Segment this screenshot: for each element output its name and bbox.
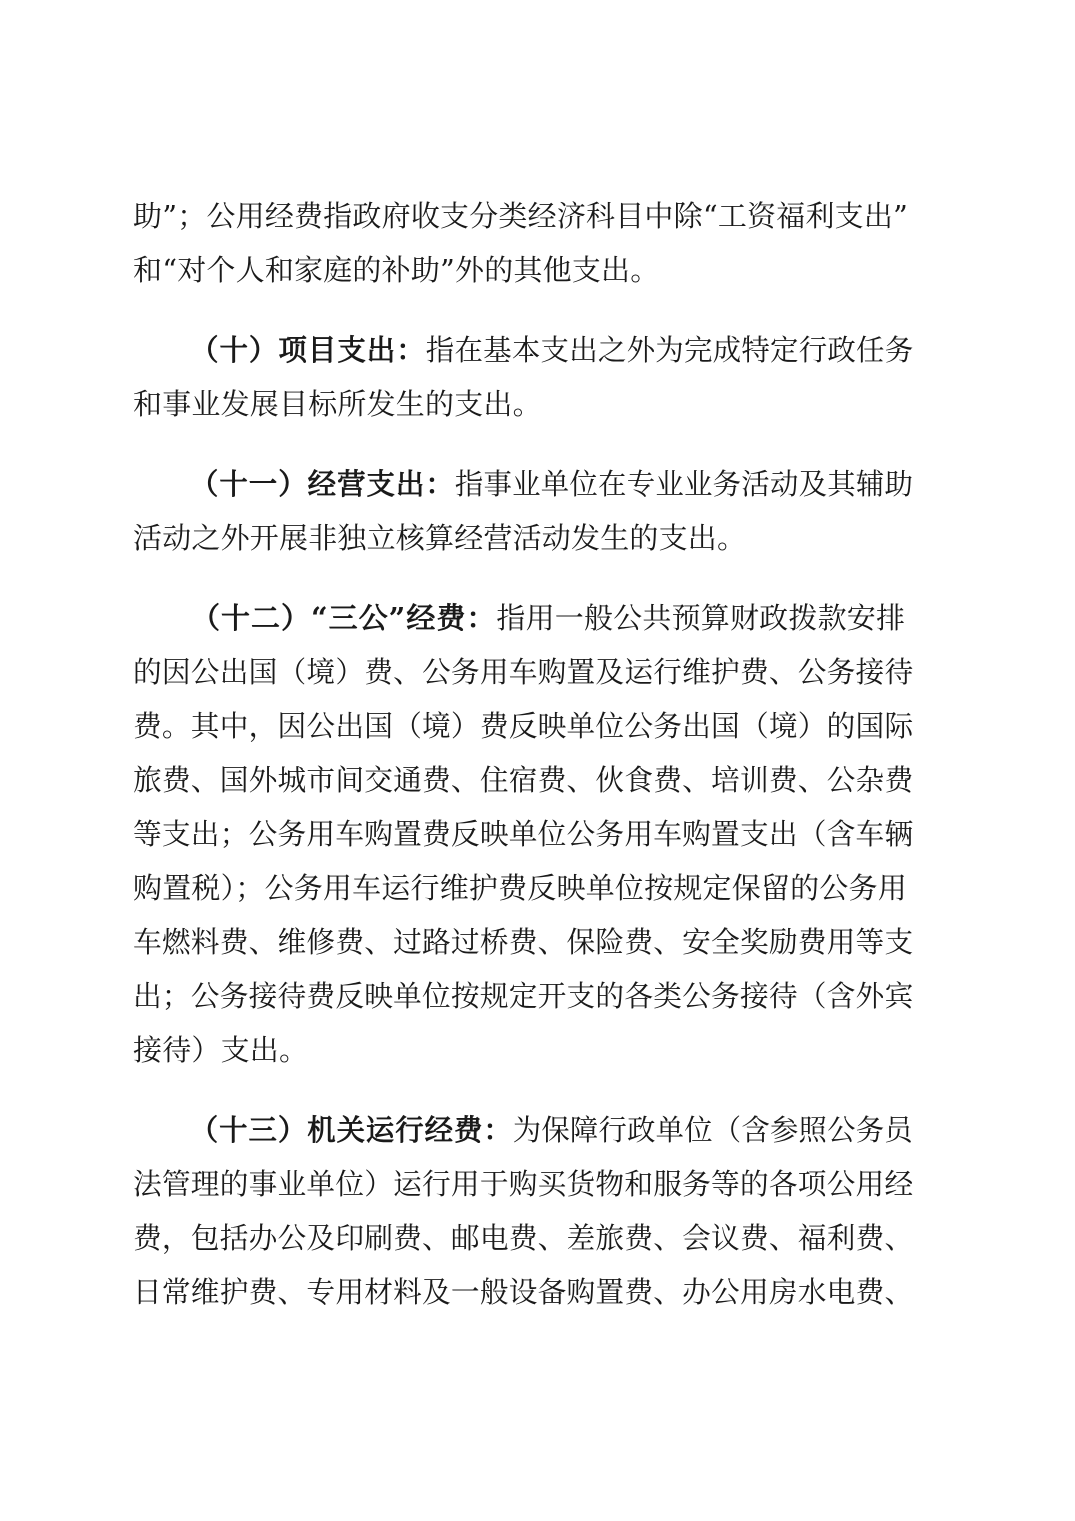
term-heading: （十一）经营支出：: [189, 467, 455, 501]
text-line: 费，包括办公及印刷费、邮电费、差旅费、会议费、福利费、: [133, 1221, 914, 1255]
document-page: [133, 189, 913, 1345]
term-definition: 指在基本支出之外为完成特定行政任务: [425, 333, 914, 367]
text-line: [133, 457, 914, 511]
paragraph-public-funds-continued: [133, 189, 913, 297]
term-heading: （十）项目支出：: [189, 333, 426, 367]
term-definition: 为保障行政单位（含参照公务员: [512, 1113, 913, 1147]
text-line: 和“对个人和家庭的补助”外的其他支出。: [133, 253, 660, 287]
text-line: [133, 1103, 913, 1157]
text-line: 法管理的事业单位）运行用于购买货物和服务等的各项公用经: [133, 1167, 914, 1201]
text-line: 助”；公用经费指政府收支分类经济科目中除“工资福利支出”: [133, 199, 909, 233]
text-line: [133, 591, 913, 645]
paragraph-project-expenditure: [133, 323, 913, 431]
term-definition: 指用一般公共预算财政拨款安排: [496, 601, 906, 635]
text-line: 购置税）；公务用车运行维护费反映单位按规定保留的公务用: [133, 871, 907, 905]
text-line: 车燃料费、维修费、过路过桥费、保险费、安全奖励费用等支: [133, 925, 914, 959]
paragraph-operating-expenditure: [133, 457, 913, 565]
text-line: 和事业发展目标所发生的支出。: [133, 387, 542, 421]
paragraph-three-public-expenses: [133, 591, 913, 1077]
term-definition: 指事业单位在专业业务活动及其辅助: [454, 467, 914, 501]
text-line: 活动之外开展非独立核算经营活动发生的支出。: [133, 521, 747, 555]
term-heading: （十三）机关运行经费：: [189, 1113, 513, 1147]
text-line: 出；公务接待费反映单位按规定开支的各类公务接待（含外宾: [133, 979, 914, 1013]
text-line: 等支出；公务用车购置费反映单位公务用车购置支出（含车辆: [133, 817, 914, 851]
text-line: 接待）支出。: [133, 1033, 309, 1067]
term-heading: （十二）“三公”经费：: [191, 601, 497, 635]
paragraph-agency-operating-funds: [133, 1103, 913, 1319]
text-line: 日常维护费、专用材料及一般设备购置费、办公用房水电费、: [133, 1275, 914, 1309]
text-line: 费。其中，因公出国（境）费反映单位公务出国（境）的国际: [133, 709, 914, 743]
text-line: 的因公出国（境）费、公务用车购置及运行维护费、公务接待: [133, 655, 914, 689]
text-line: 旅费、国外城市间交通费、住宿费、伙食费、培训费、公杂费: [133, 763, 914, 797]
text-line: [133, 323, 914, 377]
